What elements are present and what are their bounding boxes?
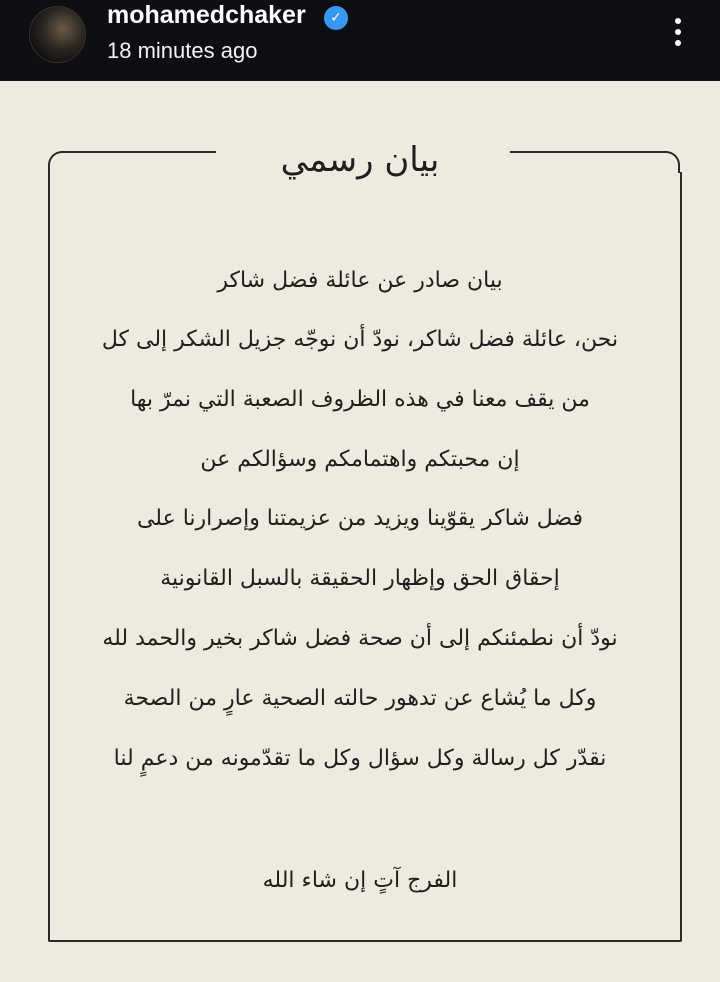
username[interactable]: mohamedchaker [107, 1, 306, 29]
statement-line: نحن، عائلة فضل شاكر، نودّ أن نوجّه جزيل الشكر إلى كل [101, 327, 619, 352]
statement-line: من يقف معنا في هذه الظروف الصعبة التي نمرّ بها [130, 387, 590, 412]
statement-line: نودّ أن نطمئنكم إلى أن صحة فضل شاكر بخير والحمد لله [102, 626, 618, 651]
more-vertical-icon[interactable] [668, 18, 688, 52]
statement-closing: الفرج آتٍ إن شاء الله [262, 868, 458, 893]
statement-line: إن محبتكم واهتمامكم وسؤالكم عن [200, 447, 520, 472]
verified-badge-icon: ✓ [324, 6, 348, 30]
story-header [0, 0, 720, 81]
statement-line: فضل شاكر يقوّينا ويزيد من عزيمتنا وإصرارنا على [136, 506, 584, 531]
post-time: 18 minutes ago [107, 38, 258, 63]
statement-line: بيان صادر عن عائلة فضل شاكر [217, 268, 503, 293]
avatar[interactable] [29, 6, 86, 63]
statement-line: وكل ما يُشاع عن تدهور حالته الصحية عارٍ من الصحة [123, 686, 597, 711]
statement-line: إحقاق الحق وإظهار الحقيقة بالسبل القانونية [160, 566, 560, 591]
statement-title: بيان رسمي [280, 140, 440, 180]
statement-line: نقدّر كل رسالة وكل سؤال وكل ما تقدّمونه من دعمٍ لنا [113, 746, 607, 771]
